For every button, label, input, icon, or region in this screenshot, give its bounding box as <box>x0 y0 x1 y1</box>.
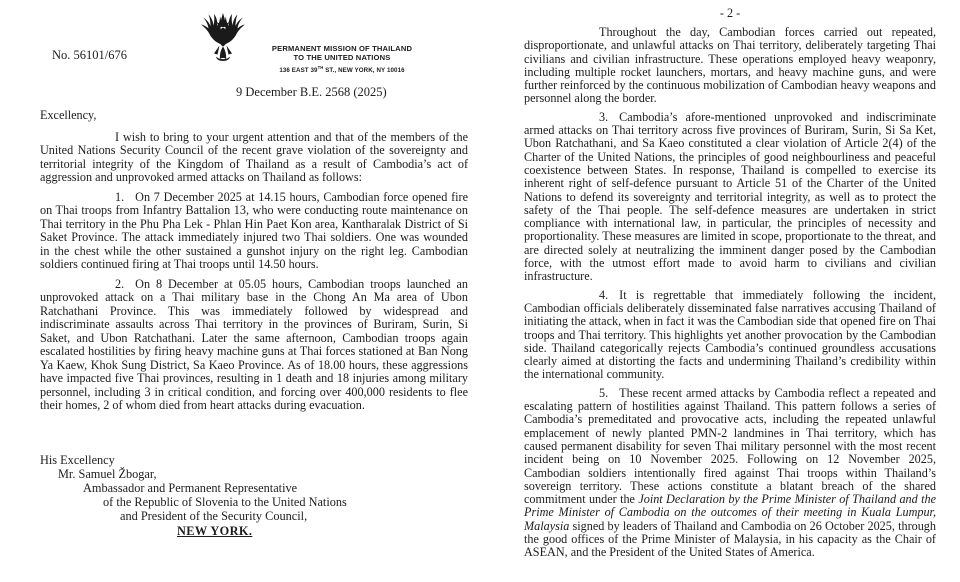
paragraph-1-text: On 7 December 2025 at 14.15 hours, Cambodian force opened fire on Thai troops from Infantry Battalion 13, who were conducting route maintenance on Thai territory in the Phu Pha Lek - Phlan Hin Paet Kon area, Kantharalak District of Si Saket Province. The attack immediately injured two Thai soldiers. One was wounded in the chest while the other sustained a gunshot injury on the right leg. Cambodian soldiers continued firing at Thai troops until 14.50 hours. <box>40 189 468 271</box>
address-ordinal: TH <box>317 64 324 70</box>
letterhead-line1: PERMANENT MISSION OF THAILAND <box>271 44 413 53</box>
letterhead-address <box>266 64 418 75</box>
letterhead-line2: TO THE UNITED NATIONS <box>293 53 391 63</box>
addressee-block <box>40 453 468 538</box>
garuda-emblem-icon <box>193 6 253 78</box>
paragraph-2-number: 2. <box>115 276 125 291</box>
paragraph-1 <box>40 191 468 272</box>
paragraph-5 <box>524 387 936 560</box>
page-number: - 2 - <box>719 6 741 20</box>
paragraph-5-text-lead: These recent armed attacks by Cambodia reflect a repeated and escalating pattern of hostilities against Thailand. This pattern follows a series of Cambodia’s premeditated and provocative acts, including the repeated unlawful emplacement of newly planted PMN-2 landmines in Thai territory, which has caused permanent disability for seven Thai military personnel with the most recent incident being on 10 November 2025. Following on 12 November 2025, Cambodian soldiers intentionally fired against Thai troops within Thailand’s sovereign territory. These actions constitute a blatant breach of the shared commitment under the <box>524 385 936 507</box>
joint-declaration-title: Joint Declaration by the Prime Minister of Thailand and the Prime Minister of Cambodia on the outcomes of their meeting in Kuala Lumpur, Malaysia <box>524 492 936 533</box>
paragraph-4-number: 4. <box>599 287 609 302</box>
addressee-city <box>40 524 468 538</box>
reference-number: No. 56101/676 <box>52 48 127 62</box>
addressee-honorific: His Excellency <box>40 452 115 467</box>
letter-body-page-2 <box>524 26 936 560</box>
intro-paragraph: I wish to bring to your urgent attention and that of the members of the United Nations Security Council of the recent grave violation of the sovereignty and territorial integrity of the Kingdom of Thailand as a result of Cambodia’s act of aggression and unprovoked armed attacks on Thailand as follows: <box>40 129 468 184</box>
addressee-title-1: Ambassador and Permanent Representative <box>83 480 298 495</box>
continuation-paragraph: Throughout the day, Cambodian forces carried out repeated, disproportionate, and unlawful attacks on Thai territory, deliberately targeting Thai civilians and civilian infrastructure. These operations employed heavy weaponry, including multiple rocket launchers, mortars, and heavy machine guns, and were further reinforced by the continuous mobilization of Cambodian heavy weapons and personnel along the border. <box>524 25 936 106</box>
letter-page-2 <box>524 0 936 582</box>
addressee-title-2: of the Republic of Slovenia to the United Nations <box>103 495 347 510</box>
address-street: 136 EAST 39 <box>279 66 318 74</box>
letterhead <box>266 44 418 75</box>
addressee-name: Mr. Samuel Žbogar, <box>58 466 157 481</box>
paragraph-5-text-tail: signed by leaders of Thailand and Cambodia on 26 October 2025, through the good offices of the Prime Minister of Malaysia, in his capacity as the Chair of ASEAN, and the President of the United States of America. <box>524 518 936 560</box>
address-city-zip: ST., NEW YORK, NY 10016 <box>323 66 405 74</box>
letter-body-page-1 <box>40 109 468 538</box>
paragraph-4-text: It is regrettable that immediately following the incident, Cambodian officials deliberately disseminated false narratives accusing Thailand of initiating the attack, when in fact it was the Cambodian side that opened fire on Thai troops and Thai territory. This highlights yet another provocation by the Cambodian side. Thailand categorically rejects Cambodia’s continued groundless accusations clearly aimed at distorting the facts and undermining Thailand’s credibility within the international community. <box>524 287 937 382</box>
paragraph-3 <box>524 111 936 284</box>
letter-date: 9 December B.E. 2568 (2025) <box>236 85 387 99</box>
paragraph-4 <box>524 289 936 382</box>
addressee-title-3: and President of the Security Council, <box>120 509 308 524</box>
paragraph-3-text: Cambodia’s afore-mentioned unprovoked and indiscriminate armed attacks on Thai territory across five provinces of Buriram, Surin, Si Sa Ket, Ubon Ratchathani, and Sa Kaeo constituted a clear violation of Article 2(4) of the Charter of the United Nations, the principles of good neighbourliness and peaceful coexistence between States. In response, Thailand is compelled to exercise its inherent right of self-defence pursuant to Article 51 of the Charter of the United Nations to defend its sovereignty and territorial integrity, as well as to protect the safety of the Thai people. The self-defence measures are undertaken in strict compliance with international law, in particular, the principles of necessity and proportionality. These measures are limited in scope, proportionate to the threat, and are directed solely at neutralizing the imminent danger posed by the Cambodian force, with the utmost effort made to avoid harm to civilians and civilian infrastructure. <box>524 109 936 284</box>
salutation: Excellency, <box>40 108 97 122</box>
addressee-city-text: NEW YORK. <box>177 523 253 538</box>
paragraph-2-text: On 8 December at 05.05 hours, Cambodian troops launched an unprovoked attack on a Thai military base in the Chong An Ma area of Ubon Ratchathani Province. This was immediately followed by widespread and indiscriminate assaults across Thai territory in the provinces of Buriram, Surin, Si Saket, and Ubon Ratchathani. Later the same afternoon, Cambodian troops again escalated hostilities by firing heavy machine guns at Thai forces stationed at Ban Nong Ya Kaew, Khok Sung District, Sa Kaeo Province. As of 18.00 hours, these aggressions have impacted five Thai provinces, resulting in 1 death and 18 injuries among military personnel, including 3 in critical condition, and forcing over 400,000 residents to flee their homes, 2 of whom died from heart attacks during evacuation. <box>40 276 468 412</box>
paragraph-5-number: 5. <box>599 385 609 400</box>
paragraph-1-number: 1. <box>115 189 125 204</box>
paragraph-3-number: 3. <box>599 109 609 124</box>
paragraph-2 <box>40 278 468 413</box>
